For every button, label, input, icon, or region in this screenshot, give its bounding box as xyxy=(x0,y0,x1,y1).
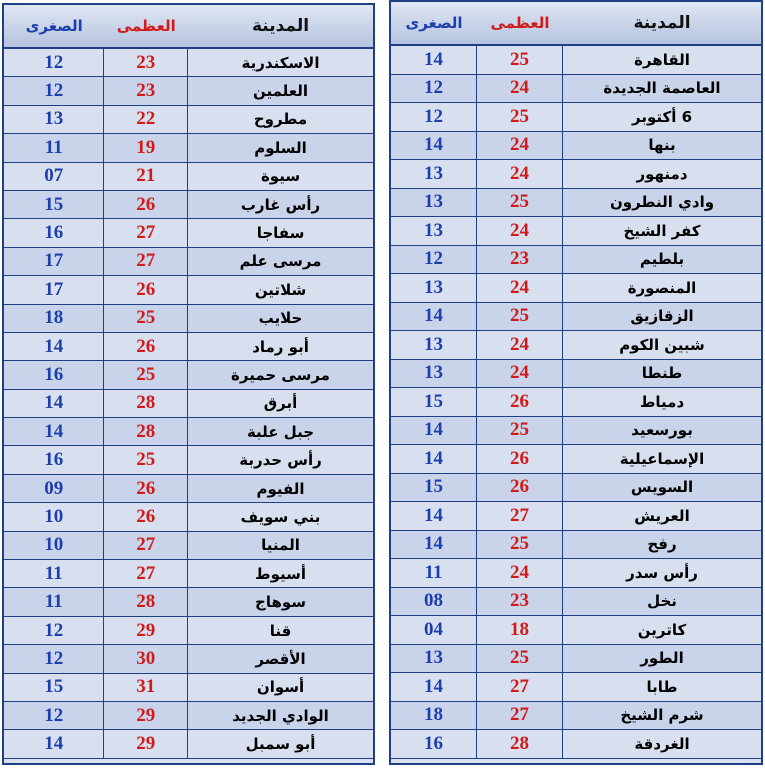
city-cell: رأس سدر xyxy=(626,563,698,582)
min-temp-cell: 04 xyxy=(391,616,477,644)
min-temp-column-header: الصغرى xyxy=(405,14,463,32)
city-cell: المنيا xyxy=(261,536,300,555)
max-temp-cell: 25 xyxy=(477,417,563,445)
city-cell: بنها xyxy=(648,136,676,155)
table-body xyxy=(391,46,761,759)
min-temp-cell: 07 xyxy=(4,163,104,190)
table-row xyxy=(391,645,761,674)
city-cell: بني سويف xyxy=(240,507,321,526)
city-cell: السلوم xyxy=(254,138,307,157)
city-cell: سفاجا xyxy=(256,224,305,243)
table-row xyxy=(4,617,373,645)
city-cell: وادي النطرون xyxy=(609,193,715,212)
table-row xyxy=(391,531,761,560)
city-cell: كاترين xyxy=(637,620,687,639)
max-temp-cell: 26 xyxy=(104,503,188,530)
max-temp-cell: 25 xyxy=(477,189,563,217)
min-temp-cell: 16 xyxy=(4,446,104,473)
max-temp-cell: 26 xyxy=(104,475,188,502)
max-temp-cell: 24 xyxy=(477,274,563,302)
table-row xyxy=(391,103,761,132)
min-temp-cell: 12 xyxy=(391,246,477,274)
table-row xyxy=(391,673,761,702)
city-cell: أبو رماد xyxy=(252,337,309,356)
max-temp-cell: 27 xyxy=(104,560,188,587)
min-temp-cell: 15 xyxy=(4,674,104,701)
left-temperature-table xyxy=(2,3,375,765)
max-temp-column-header: العظمى xyxy=(490,14,550,32)
min-temp-cell: 11 xyxy=(4,134,104,161)
max-temp-cell: 25 xyxy=(477,46,563,74)
min-temp-cell: 14 xyxy=(4,418,104,445)
max-temp-cell: 27 xyxy=(477,502,563,530)
max-temp-cell: 25 xyxy=(477,103,563,131)
city-cell: سيوة xyxy=(260,167,301,186)
table-row xyxy=(4,475,373,503)
max-temp-cell: 28 xyxy=(104,588,188,615)
table-row xyxy=(391,75,761,104)
city-cell: العاصمة الجديدة xyxy=(603,79,721,98)
max-temp-cell: 29 xyxy=(104,730,188,757)
table-row xyxy=(4,418,373,446)
min-temp-cell: 10 xyxy=(4,503,104,530)
min-temp-cell: 12 xyxy=(4,77,104,104)
city-column-header: المدينة xyxy=(633,13,691,33)
city-cell: رأس غارب xyxy=(240,195,321,214)
table-row xyxy=(4,532,373,560)
table-row xyxy=(391,303,761,332)
max-temp-cell: 28 xyxy=(477,730,563,758)
table-row xyxy=(391,331,761,360)
city-cell: 6 أكتوبر xyxy=(632,107,693,126)
max-temp-cell: 28 xyxy=(104,390,188,417)
max-temp-cell: 24 xyxy=(477,160,563,188)
min-temp-cell: 14 xyxy=(4,390,104,417)
table-row xyxy=(4,503,373,531)
min-temp-cell: 14 xyxy=(391,531,477,559)
min-temp-cell: 14 xyxy=(4,730,104,757)
table-row xyxy=(391,132,761,161)
min-temp-cell: 12 xyxy=(4,645,104,672)
min-temp-cell: 11 xyxy=(391,559,477,587)
max-temp-cell: 26 xyxy=(104,333,188,360)
max-temp-cell: 26 xyxy=(477,445,563,473)
min-temp-cell: 13 xyxy=(391,274,477,302)
table-row xyxy=(391,702,761,731)
city-cell: رفح xyxy=(647,535,677,554)
min-temp-cell: 12 xyxy=(391,103,477,131)
city-cell: سوهاج xyxy=(255,593,307,612)
table-row xyxy=(4,77,373,105)
min-temp-cell: 17 xyxy=(4,248,104,275)
table-body xyxy=(4,49,373,759)
city-cell: الاسكندرية xyxy=(241,53,320,72)
max-temp-cell: 27 xyxy=(477,673,563,701)
max-temp-cell: 24 xyxy=(477,559,563,587)
max-temp-cell: 27 xyxy=(477,702,563,730)
table-row xyxy=(4,361,373,389)
min-temp-cell: 13 xyxy=(391,189,477,217)
max-temp-cell: 26 xyxy=(477,388,563,416)
table-row xyxy=(4,730,373,758)
city-cell: شلاتين xyxy=(254,280,307,299)
table-row xyxy=(4,560,373,588)
max-temp-cell: 19 xyxy=(104,134,188,161)
table-row xyxy=(4,106,373,134)
table-row xyxy=(391,246,761,275)
max-temp-cell: 27 xyxy=(104,532,188,559)
city-cell: طابا xyxy=(646,677,678,696)
min-temp-cell: 11 xyxy=(4,560,104,587)
city-cell: الأقصر xyxy=(255,649,306,668)
city-cell: دمياط xyxy=(639,392,685,411)
max-temp-cell: 26 xyxy=(104,191,188,218)
min-temp-cell: 14 xyxy=(391,46,477,74)
min-temp-cell: 14 xyxy=(391,417,477,445)
max-temp-cell: 23 xyxy=(104,77,188,104)
table-row xyxy=(391,360,761,389)
max-temp-cell: 28 xyxy=(104,418,188,445)
max-temp-cell: 23 xyxy=(477,246,563,274)
table-row xyxy=(4,163,373,191)
min-temp-cell: 13 xyxy=(391,217,477,245)
city-cell: أبرق xyxy=(263,394,298,413)
min-temp-cell: 12 xyxy=(4,49,104,76)
min-temp-cell: 11 xyxy=(4,588,104,615)
city-cell: طنطا xyxy=(641,364,683,383)
max-temp-cell: 27 xyxy=(104,248,188,275)
table-row xyxy=(391,474,761,503)
max-temp-cell: 25 xyxy=(104,305,188,332)
max-temp-cell: 31 xyxy=(104,674,188,701)
max-temp-cell: 26 xyxy=(477,474,563,502)
city-cell: القاهرة xyxy=(634,50,690,69)
table-row xyxy=(391,559,761,588)
min-temp-column-header: الصغرى xyxy=(25,17,83,35)
city-cell: أسيوط xyxy=(255,564,307,583)
city-cell: مطروح xyxy=(253,110,308,129)
table-row xyxy=(391,274,761,303)
min-temp-cell: 12 xyxy=(4,617,104,644)
city-cell: العلمين xyxy=(252,82,309,101)
city-cell: رأس حدربة xyxy=(239,451,322,470)
city-cell: بلطيم xyxy=(639,250,685,269)
min-temp-cell: 15 xyxy=(391,474,477,502)
max-temp-cell: 25 xyxy=(477,531,563,559)
table-row xyxy=(391,730,761,759)
min-temp-cell: 14 xyxy=(391,132,477,160)
table-row xyxy=(4,702,373,730)
city-cell: دمنهور xyxy=(636,164,688,183)
max-temp-cell: 29 xyxy=(104,702,188,729)
table-row xyxy=(4,49,373,77)
city-cell: شرم الشيخ xyxy=(620,706,704,725)
right-temperature-table xyxy=(389,0,763,765)
city-cell: نخل xyxy=(647,592,677,611)
city-cell: مرسى حميرة xyxy=(231,365,330,384)
table-row xyxy=(4,645,373,673)
max-temp-cell: 24 xyxy=(477,360,563,388)
max-temp-cell: 30 xyxy=(104,645,188,672)
min-temp-cell: 14 xyxy=(391,502,477,530)
max-temp-cell: 25 xyxy=(104,446,188,473)
min-temp-cell: 16 xyxy=(4,361,104,388)
min-temp-cell: 12 xyxy=(4,702,104,729)
table-header xyxy=(4,5,373,49)
min-temp-cell: 17 xyxy=(4,276,104,303)
city-cell: أبو سمبل xyxy=(245,735,316,754)
min-temp-cell: 14 xyxy=(391,673,477,701)
max-temp-cell: 27 xyxy=(104,219,188,246)
max-temp-cell: 25 xyxy=(104,361,188,388)
max-temp-column-header: العظمى xyxy=(116,17,176,35)
min-temp-cell: 13 xyxy=(391,645,477,673)
table-row xyxy=(391,189,761,218)
table-header xyxy=(391,2,761,46)
table-row xyxy=(391,588,761,617)
table-row xyxy=(391,502,761,531)
max-temp-cell: 24 xyxy=(477,132,563,160)
max-temp-cell: 26 xyxy=(104,276,188,303)
table-row xyxy=(391,417,761,446)
table-row xyxy=(391,445,761,474)
min-temp-cell: 15 xyxy=(391,388,477,416)
min-temp-cell: 14 xyxy=(4,333,104,360)
table-row xyxy=(4,305,373,333)
city-cell: مرسى علم xyxy=(239,252,322,271)
table-row xyxy=(391,160,761,189)
min-temp-cell: 16 xyxy=(4,219,104,246)
min-temp-cell: 09 xyxy=(4,475,104,502)
max-temp-cell: 24 xyxy=(477,331,563,359)
max-temp-cell: 24 xyxy=(477,75,563,103)
min-temp-cell: 13 xyxy=(391,331,477,359)
city-cell: جبل علبة xyxy=(246,422,315,441)
city-cell: العريش xyxy=(634,506,690,525)
max-temp-cell: 22 xyxy=(104,106,188,133)
table-row xyxy=(4,276,373,304)
city-cell: الغردقة xyxy=(634,734,690,753)
city-cell: المنصورة xyxy=(627,278,697,297)
city-cell: قنا xyxy=(269,621,292,640)
city-cell: السويس xyxy=(630,478,694,497)
max-temp-cell: 29 xyxy=(104,617,188,644)
min-temp-cell: 18 xyxy=(391,702,477,730)
min-temp-cell: 16 xyxy=(391,730,477,758)
max-temp-cell: 18 xyxy=(477,616,563,644)
min-temp-cell: 13 xyxy=(4,106,104,133)
max-temp-cell: 23 xyxy=(104,49,188,76)
city-cell: الزقازيق xyxy=(630,307,694,326)
city-cell: الطور xyxy=(640,649,684,668)
max-temp-cell: 24 xyxy=(477,217,563,245)
table-row xyxy=(391,616,761,645)
table-row xyxy=(4,333,373,361)
city-cell: بورسعيد xyxy=(631,421,693,440)
city-cell: الوادي الجديد xyxy=(232,706,329,725)
table-row xyxy=(4,588,373,616)
table-row xyxy=(391,46,761,75)
min-temp-cell: 14 xyxy=(391,303,477,331)
city-cell: شبين الكوم xyxy=(619,335,705,354)
table-row xyxy=(391,217,761,246)
min-temp-cell: 15 xyxy=(4,191,104,218)
city-cell: أسوان xyxy=(256,678,305,697)
min-temp-cell: 13 xyxy=(391,360,477,388)
table-row xyxy=(4,134,373,162)
city-column-header: المدينة xyxy=(251,16,310,36)
table-row xyxy=(4,390,373,418)
city-cell: حلايب xyxy=(258,309,303,328)
max-temp-cell: 25 xyxy=(477,303,563,331)
city-cell: الفيوم xyxy=(256,479,305,498)
table-row xyxy=(4,446,373,474)
min-temp-cell: 12 xyxy=(391,75,477,103)
table-row xyxy=(4,248,373,276)
table-row xyxy=(4,191,373,219)
table-row xyxy=(4,219,373,247)
min-temp-cell: 14 xyxy=(391,445,477,473)
min-temp-cell: 10 xyxy=(4,532,104,559)
min-temp-cell: 13 xyxy=(391,160,477,188)
max-temp-cell: 23 xyxy=(477,588,563,616)
max-temp-cell: 25 xyxy=(477,645,563,673)
min-temp-cell: 18 xyxy=(4,305,104,332)
table-row xyxy=(391,388,761,417)
max-temp-cell: 21 xyxy=(104,163,188,190)
table-row xyxy=(4,674,373,702)
min-temp-cell: 08 xyxy=(391,588,477,616)
city-cell: الإسماعيلية xyxy=(619,449,705,468)
city-cell: كفر الشيخ xyxy=(623,221,701,240)
